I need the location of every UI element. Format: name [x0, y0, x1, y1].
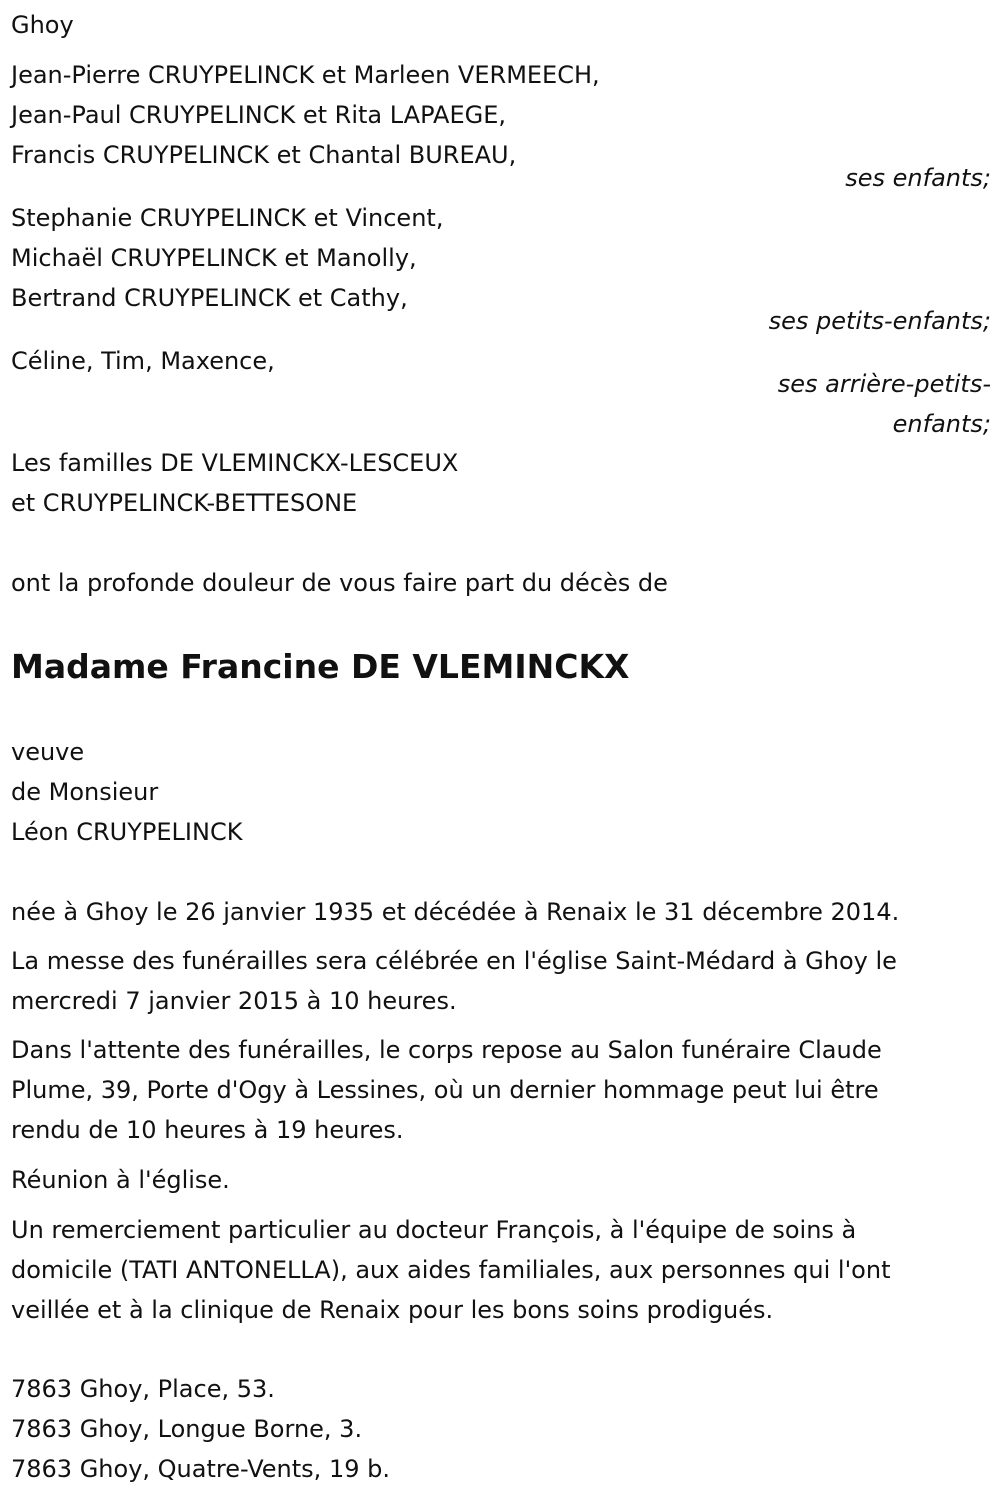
families-line: et CRUYPELINCK-BETTESONE — [11, 489, 358, 517]
birth-death-text: née à Ghoy le 26 janvier 1935 et décédée à Renaix le 31 décembre 2014. — [11, 898, 900, 926]
grandchild-line: Bertrand CRUYPELINCK et Cathy, — [11, 284, 408, 312]
thanks-text: veillée et à la clinique de Renaix pour les bons soins prodigués. — [11, 1296, 774, 1324]
grandchild-line: Michaël CRUYPELINCK et Manolly, — [11, 244, 417, 272]
rest-text: Dans l'attente des funérailles, le corps repose au Salon funéraire Claude — [11, 1036, 882, 1064]
address-line: 7863 Ghoy, Place, 53. — [11, 1375, 275, 1403]
widow-line: veuve — [11, 738, 85, 766]
families-line: Les familles DE VLEMINCKX-LESCEUX — [11, 449, 459, 477]
great-grandchild-line: Céline, Tim, Maxence, — [11, 347, 275, 375]
widow-line: Léon CRUYPELINCK — [11, 818, 243, 846]
address-line: 7863 Ghoy, Quatre-Vents, 19 b. — [11, 1455, 390, 1483]
grandchild-line: Stephanie CRUYPELINCK et Vincent, — [11, 204, 444, 232]
children-role: ses enfants; — [845, 164, 991, 192]
rest-text: rendu de 10 heures à 19 heures. — [11, 1116, 404, 1144]
address-line: 7863 Ghoy, Longue Borne, 3. — [11, 1415, 363, 1443]
child-line: Francis CRUYPELINCK et Chantal BUREAU, — [11, 141, 517, 169]
mass-text: mercredi 7 janvier 2015 à 10 heures. — [11, 987, 457, 1015]
locality-heading: Ghoy — [11, 11, 74, 39]
child-line: Jean-Pierre CRUYPELINCK et Marleen VERMEECH, — [11, 61, 600, 89]
rest-text: Plume, 39, Porte d'Ogy à Lessines, où un dernier hommage peut lui être — [11, 1076, 879, 1104]
great-grandchildren-role-cont: enfants; — [892, 410, 991, 438]
widow-line: de Monsieur — [11, 778, 159, 806]
reunion-text: Réunion à l'église. — [11, 1166, 230, 1194]
deceased-name: Madame Francine DE VLEMINCKX — [11, 647, 630, 686]
announcement-text: ont la profonde douleur de vous faire part du décès de — [11, 569, 668, 597]
great-grandchildren-role: ses arrière-petits- — [777, 370, 991, 398]
mass-text: La messe des funérailles sera célébrée en l'église Saint-Médard à Ghoy le — [11, 947, 897, 975]
child-line: Jean-Paul CRUYPELINCK et Rita LAPAEGE, — [11, 101, 506, 129]
thanks-text: domicile (TATI ANTONELLA), aux aides familiales, aux personnes qui l'ont — [11, 1256, 891, 1284]
thanks-text: Un remerciement particulier au docteur François, à l'équipe de soins à — [11, 1216, 857, 1244]
grandchildren-role: ses petits-enfants; — [768, 307, 991, 335]
